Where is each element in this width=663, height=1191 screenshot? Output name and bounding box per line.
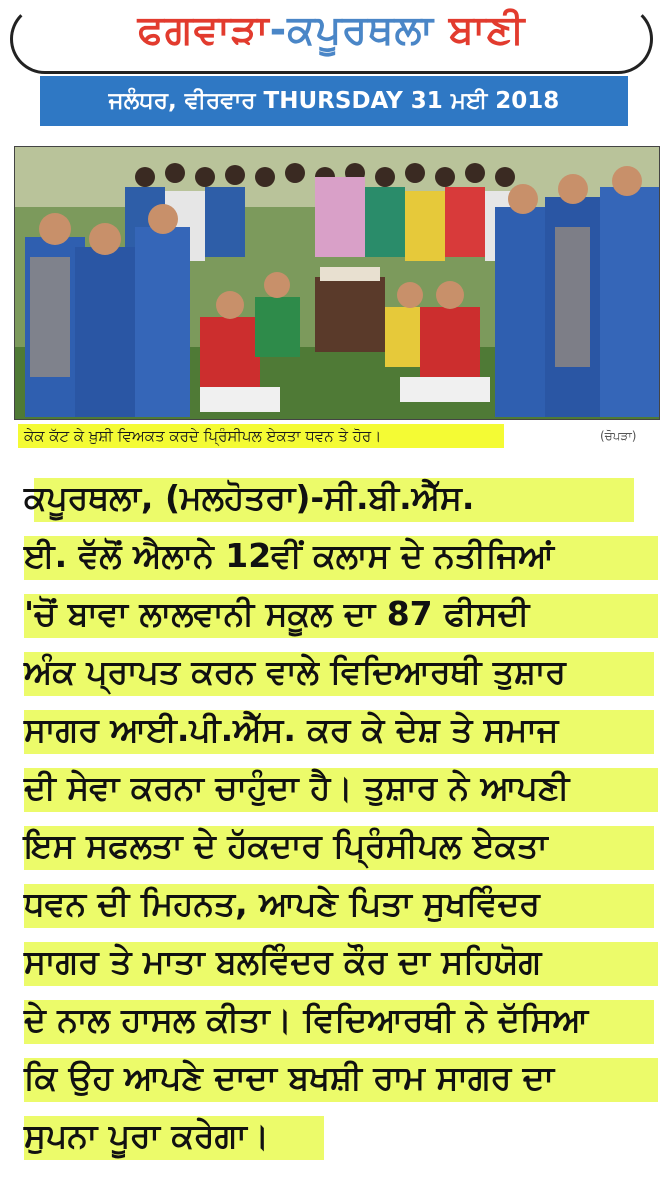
photo-caption: ਕੇਕ ਕੱਟ ਕੇ ਖ਼ੁਸ਼ੀ ਵਿਅਕਤ ਕਰਦੇ ਪ੍ਰਿੰਸੀਪਲ ਏਕਤਾ ਧਵਨ ਤੇ ਹੋਰ। [18,424,504,448]
article-line: ਦੀ ਸੇਵਾ ਕਰਨਾ ਚਾਹੁੰਦਾ ਹੈ। ਤੁਸ਼ਾਰ ਨੇ ਆਪਣੀ [24,760,660,816]
article-line: ਅੰਕ ਪ੍ਰਾਪਤ ਕਰਨ ਵਾਲੇ ਵਿਦਿਆਰਥੀ ਤੁਸ਼ਾਰ [24,644,660,700]
article-line: ਸੁਪਨਾ ਪੂਰਾ ਕਰੇਗਾ। [24,1108,660,1164]
group-photo-illustration [15,147,659,419]
article-line: ਕਿ ਉਹ ਆਪਣੇ ਦਾਦਾ ਬਖਸ਼ੀ ਰਾਮ ਸਾਗਰ ਦਾ [24,1050,660,1106]
masthead-title [0,4,663,56]
photo-credit: (ਚੋਪੜਾ) [600,429,637,443]
masthead-part-kapurthala: ਕਪੂਰਥਲਾ [287,7,434,53]
article-line: ਧਵਨ ਦੀ ਮਿਹਨਤ, ਆਪਣੇ ਪਿਤਾ ਸੁਖਵਿੰਦਰ [24,876,660,932]
article-body [24,470,660,1185]
article-line: ਈ. ਵੱਲੋਂ ਐਲਾਨੇ 12ਵੀਂ ਕਲਾਸ ਦੇ ਨਤੀਜਿਆਂ [24,528,660,584]
masthead-part-phagwara: ਫਗਵਾੜਾ [137,7,270,53]
masthead-separator: - [269,7,288,53]
masthead-part-bani: ਬਾਣੀ [448,7,526,53]
masthead [0,0,663,78]
dateline-banner: ਜਲੰਧਰ, ਵੀਰਵਾਰ THURSDAY 31 ਮਈ 2018 [40,76,628,126]
article-line: 'ਚੋਂ ਬਾਵਾ ਲਾਲਵਾਨੀ ਸਕੂਲ ਦਾ 87 ਫੀਸਦੀ [24,586,660,642]
article-line: ਕਪੂਰਥਲਾ, (ਮਲਹੋਤਰਾ)-ਸੀ.ਬੀ.ਐੱਸ. [24,470,660,526]
news-photo [14,146,660,420]
article-line: ਸਾਗਰ ਆਈ.ਪੀ.ਐੱਸ. ਕਰ ਕੇ ਦੇਸ਼ ਤੇ ਸਮਾਜ [24,702,660,758]
article-line: ਦੇ ਨਾਲ ਹਾਸਲ ਕੀਤਾ। ਵਿਦਿਆਰਥੀ ਨੇ ਦੱਸਿਆ [24,992,660,1048]
article-line: ਇਸ ਸਫਲਤਾ ਦੇ ਹੱਕਦਾਰ ਪ੍ਰਿੰਸੀਪਲ ਏਕਤਾ [24,818,660,874]
article-line: ਸਾਗਰ ਤੇ ਮਾਤਾ ਬਲਵਿੰਦਰ ਕੌਰ ਦਾ ਸਹਿਯੋਗ [24,934,660,990]
